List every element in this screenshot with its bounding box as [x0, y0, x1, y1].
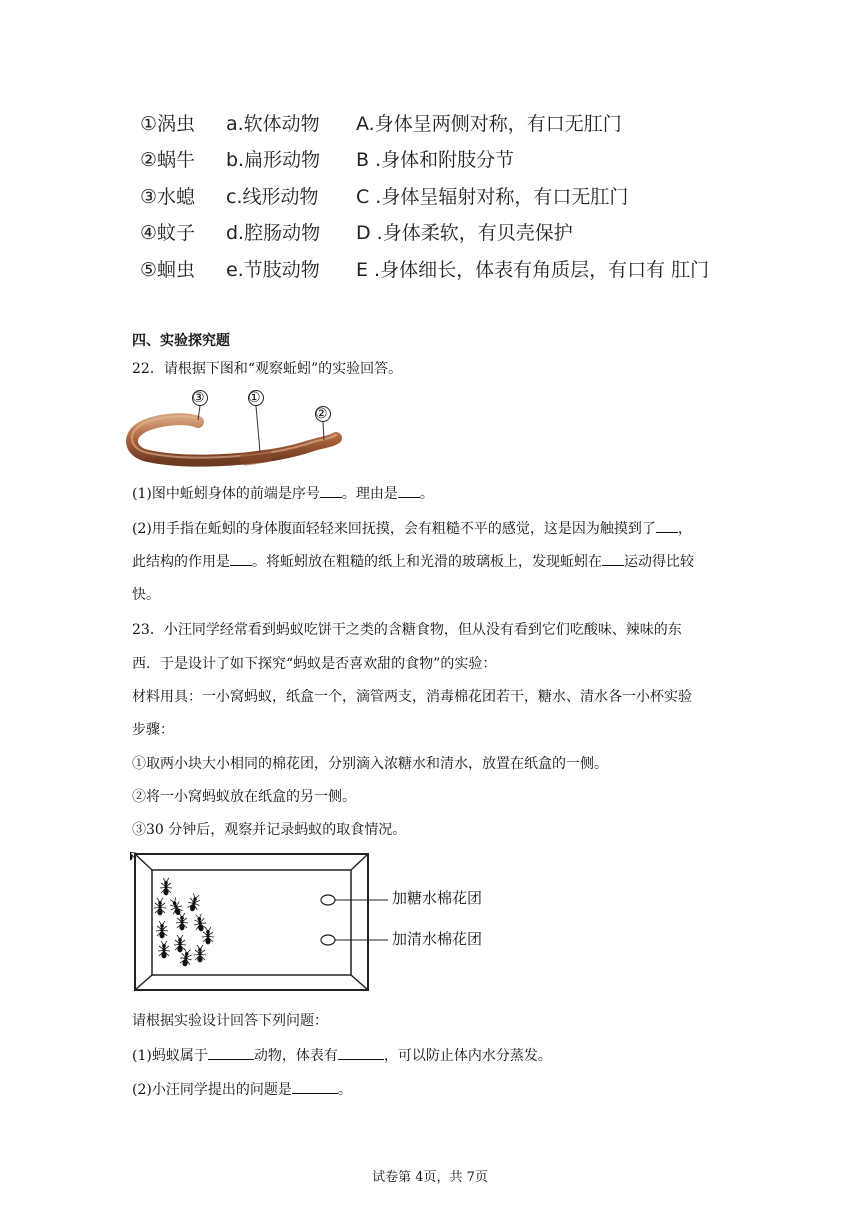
animal-name: ③水螅: [140, 185, 196, 208]
animal-feature: B .身体和附肢分节: [356, 149, 515, 172]
matching-table: [140, 104, 709, 287]
matching-row: [140, 214, 709, 251]
label-sugar-cotton: 加糖水棉花团: [392, 889, 483, 907]
animal-feature: D .身体柔软，有贝壳保护: [356, 222, 573, 245]
matching-row: [140, 141, 709, 178]
answer-blank[interactable]: [338, 1045, 384, 1060]
answer-blank[interactable]: [292, 1079, 338, 1094]
paper-box: [135, 854, 368, 990]
animal-name: ①涡虫: [140, 112, 196, 135]
question-23-step2: ②将一小窝蚂蚁放在纸盒的另一侧。: [132, 789, 356, 805]
label-water-cotton: 加清水棉花团: [392, 930, 483, 948]
animal-name: ②蜗牛: [140, 149, 196, 172]
question-23-materials-line2: 步骤：: [132, 722, 174, 738]
earthworm-figure: [126, 386, 342, 478]
question-23-stem-line1: 23．小汪同学经常看到蚂蚁吃饼干之类的含糖食物，但从没有看到它们吃酸味、辣味的东: [132, 622, 682, 638]
question-22-stem: 22．请根据下图和“观察蚯蚓”的实验回答。: [132, 361, 403, 377]
section-title: 四、实验探究题: [132, 333, 230, 349]
ant-experiment-figure: [130, 852, 500, 994]
question-23-answer-intro: 请根据实验设计回答下列问题：: [132, 1013, 328, 1029]
animal-category: c.线形动物: [226, 185, 319, 208]
page-footer: 试卷第 4页，共 7页: [372, 1170, 488, 1185]
question-22-part2-line3: 快。: [132, 587, 160, 603]
question-23-step1: ①取两小块大小相同的棉花团，分别滴入浓糖水和清水，放置在纸盒的一侧。: [132, 756, 608, 772]
answer-blank[interactable]: [320, 483, 342, 498]
animal-feature: A.身体呈两侧对称，有口无肛门: [356, 112, 622, 135]
animal-category: b.扁形动物: [226, 149, 321, 172]
sugar-cotton-ball: [321, 895, 335, 905]
water-cotton-ball: [321, 935, 335, 945]
animal-feature: C .身体呈辐射对称，有口无肛门: [356, 185, 629, 208]
question-22-part2-line1: (2)用手指在蚯蚓的身体腹面轻轻来回抚摸，会有粗糙不平的感觉，这是因为触摸到了 ，: [132, 518, 692, 539]
answer-blank[interactable]: [230, 551, 252, 566]
question-22-part1: (1)图中蚯蚓身体的前端是序号 。理由是 。: [132, 483, 434, 504]
question-23-step3: ③30 分钟后，观察并记录蚂蚁的取食情况。: [132, 822, 407, 838]
question-23-answer1: (1)蚂蚁属于 动物，体表有 ，可以防止体内水分蒸发。: [132, 1045, 552, 1066]
figure-label-2: ②: [315, 406, 328, 422]
question-22-part2-line2: 此结构的作用是 。将蚯蚓放在粗糙的纸上和光滑的玻璃板上，发现蚯蚓在 运动得比较: [132, 551, 694, 572]
answer-blank[interactable]: [602, 551, 624, 566]
animal-feature: E .身体细长，体表有角质层，有口有 肛门: [356, 258, 710, 281]
matching-row: [140, 104, 709, 141]
animal-category: e.节肢动物: [226, 258, 320, 281]
figure-label-3: ③: [192, 390, 205, 406]
animal-category: d.腔肠动物: [226, 222, 321, 245]
matching-row: [140, 177, 709, 214]
answer-blank[interactable]: [208, 1045, 254, 1060]
animal-category: a.软体动物: [226, 112, 320, 135]
answer-blank[interactable]: [656, 518, 678, 533]
animal-name: ⑤蛔虫: [140, 258, 196, 281]
animal-name: ④蚊子: [140, 222, 196, 245]
answer-blank[interactable]: [398, 483, 420, 498]
matching-row: [140, 250, 709, 287]
question-23-answer2: (2)小汪同学提出的问题是 。: [132, 1079, 352, 1100]
figure-label-1: ①: [248, 390, 261, 406]
question-23-stem-line2: 西．于是设计了如下探究“蚂蚁是否喜欢甜的食物”的实验：: [132, 656, 497, 672]
question-23-materials-line1: 材料用具：一小窝蚂蚁，纸盒一个，滴管两支，消毒棉花团若干，糖水、清水各一小杯实验: [132, 689, 692, 705]
earthworm-body: [132, 419, 336, 460]
